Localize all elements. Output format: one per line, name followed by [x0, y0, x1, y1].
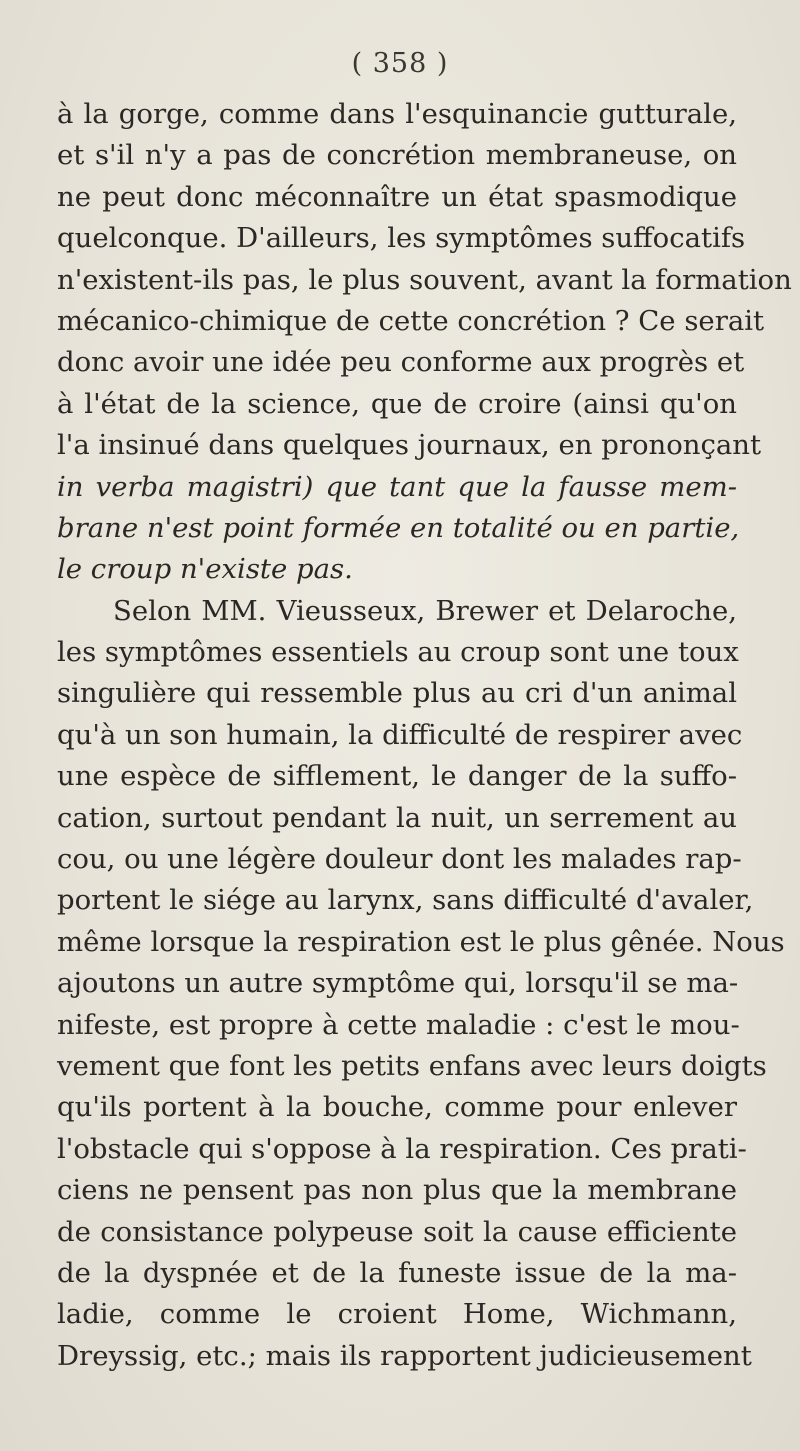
text-line: une espèce de sifflement, le danger de la suffo- [57, 760, 737, 793]
text-line: nifeste, est propre à cette maladie : c'est le mou- [57, 1008, 740, 1041]
text-line: quelconque. D'ailleurs, les symptômes suffocatifs [57, 222, 746, 255]
text-line: de la dyspnée et de la funeste issue de la ma- [57, 1256, 737, 1289]
paragraph-start-line: Selon MM. Vieusseux, Brewer et Delaroche, [113, 594, 737, 627]
text-line: les symptômes essentiels au croup sont une toux [57, 636, 739, 669]
text-line: à l'état de la science, que de croire (ainsi qu'on [57, 387, 737, 420]
text-line: qu'à un son humain, la difficulté de respirer avec [57, 718, 743, 751]
text-line-italic: brane n'est point formée en totalité ou en partie, [57, 511, 740, 544]
text-line: portent le siége au larynx, sans difficulté d'avaler, [57, 884, 754, 917]
text-line: de consistance polypeuse soit la cause efficiente [57, 1215, 737, 1248]
text-line: ladie, comme le croient Home, Wichmann, [57, 1298, 737, 1331]
text-line: ajoutons un autre symptôme qui, lorsqu'il se ma- [57, 967, 739, 1000]
text-line: même lorsque la respiration est le plus gênée. Nous [57, 925, 785, 958]
text-line: à la gorge, comme dans l'esquinancie gutturale, [57, 98, 737, 130]
text-line: n'existent-ils pas, le plus souvent, avant la formation [57, 263, 792, 296]
text-line-italic: in verba magistri) que tant que la fausse mem- [57, 470, 737, 503]
text-line: ne peut donc méconnaître un état spasmodique [57, 180, 737, 213]
text-line: Dreyssig, etc.; mais ils rapportent judicieusement [57, 1339, 752, 1372]
page-number: ( 358 ) [351, 48, 449, 79]
text-line: singulière qui ressemble plus au cri d'un animal [57, 677, 737, 710]
text-line: vement que font les petits enfans avec leurs doigts [57, 1049, 767, 1082]
text-line: mécanico-chimique de cette concrétion ? Ce serait [57, 304, 765, 337]
text-line: et s'il n'y a pas de concrétion membraneuse, on [57, 139, 737, 172]
text-line: l'obstacle qui s'oppose à la respiration. Ces prati- [57, 1132, 747, 1165]
text-line: l'a insinué dans quelques journaux, en prononçant [57, 429, 762, 462]
text-line: ciens ne pensent pas non plus que la membrane [57, 1174, 737, 1207]
text-line: donc avoir une idée peu conforme aux progrès et [57, 346, 745, 379]
body-text [57, 94, 792, 1377]
text-line: cation, surtout pendant la nuit, un serrement au [57, 801, 737, 834]
text-line: cou, ou une légère douleur dont les malades rap- [57, 843, 742, 876]
text-line: qu'ils portent à la bouche, comme pour enlever [57, 1091, 737, 1124]
text-line-italic: le croup n'existe pas. [57, 553, 353, 586]
